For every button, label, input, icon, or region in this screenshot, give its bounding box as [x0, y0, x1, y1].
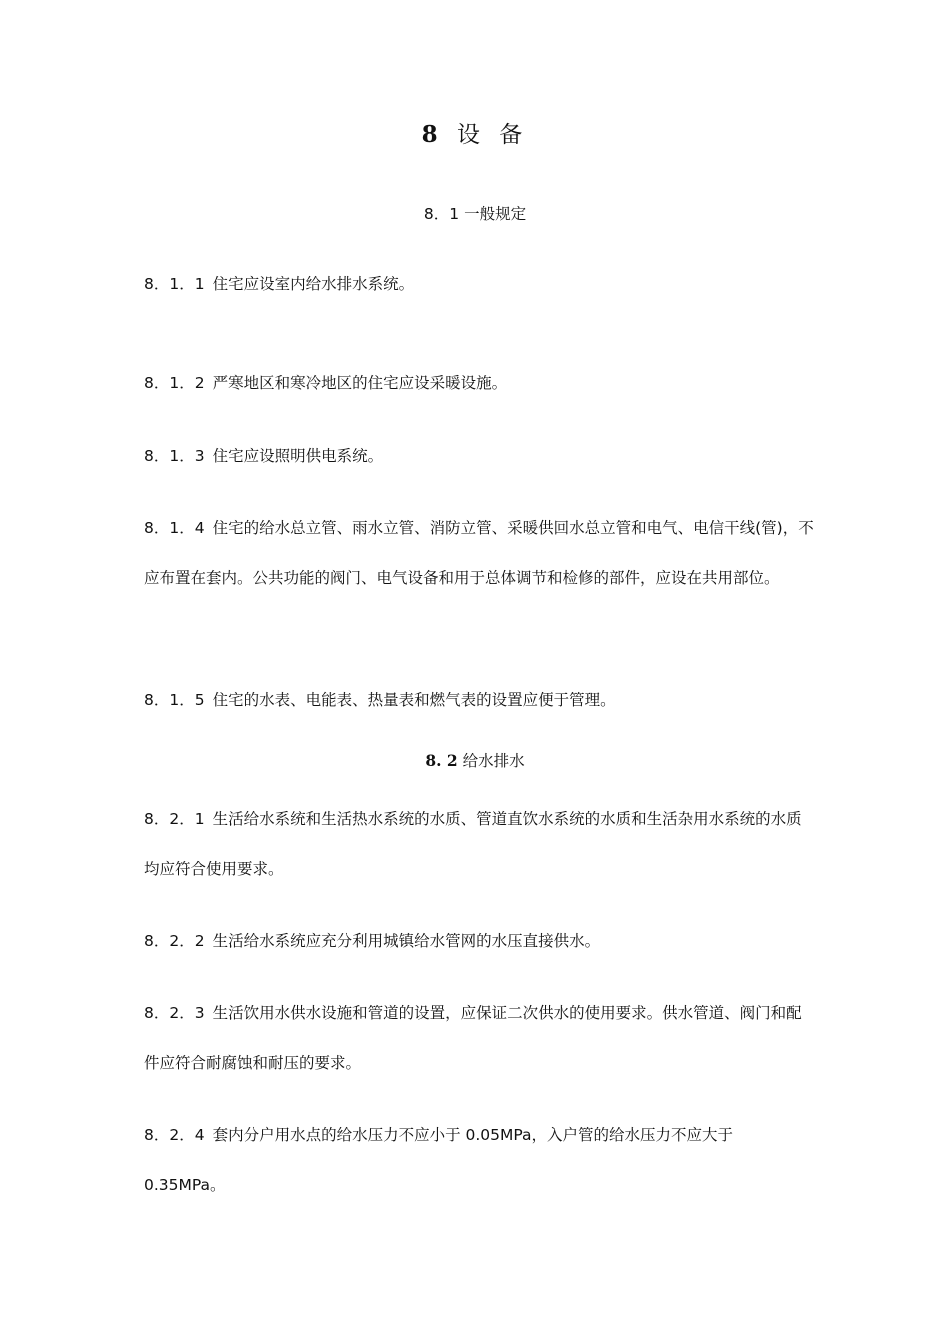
clause-text: 住宅的给水总立管、雨水立管、消防立管、采暖供回水总立管和电气、电信干线(管)，不应布置在套内。公共功能的阀门、电气设备和用于总体调节和检修的部件，应设在共用部位。 — [144, 519, 814, 587]
clause-text: 生活给水系统应充分利用城镇给水管网的水压直接供水。 — [212, 932, 601, 950]
clause-number: 8．1．4 — [144, 519, 205, 537]
section-heading-text: 给水排水 — [462, 752, 525, 770]
chapter-title-text: 设 备 — [457, 122, 529, 148]
section-heading-text: 一般规定 — [464, 205, 527, 223]
clause-text: 住宅应设室内给水排水系统。 — [212, 275, 415, 293]
clause-text: 生活饮用水供水设施和管道的设置，应保证二次供水的使用要求。供水管道、阀门和配件应符合耐腐蚀和耐压的要求。 — [144, 1004, 802, 1072]
chapter-title — [0, 116, 950, 149]
clause-text: 住宅的水表、电能表、热量表和燃气表的设置应便于管理。 — [212, 691, 616, 709]
clause-number: 8．1．2 — [144, 374, 205, 392]
clause — [144, 259, 814, 309]
chapter-number: 8 — [421, 121, 444, 148]
clause-text: 住宅应设照明供电系统。 — [212, 447, 384, 465]
clause — [144, 358, 814, 408]
clause-number: 8．1．3 — [144, 447, 205, 465]
clause — [144, 1110, 814, 1210]
clause — [144, 988, 814, 1088]
clause-number: 8．2．2 — [144, 932, 205, 950]
clause-number: 8．2．4 — [144, 1126, 205, 1144]
section-heading-number: 8. 2 — [425, 751, 458, 770]
section-heading — [0, 749, 950, 771]
clause-number: 8．1．5 — [144, 691, 205, 709]
clause — [144, 431, 814, 481]
section-heading — [0, 202, 950, 224]
clause — [144, 675, 814, 725]
clause-text: 套内分户用水点的给水压力不应小于 0.05MPa，入户管的给水压力不应大于 0.35MPa。 — [144, 1126, 734, 1194]
section-heading-number: 8．1 — [423, 205, 460, 223]
clause — [144, 794, 814, 894]
clause-number: 8．2．3 — [144, 1004, 205, 1022]
clause-number: 8．2．1 — [144, 810, 205, 828]
clause — [144, 916, 814, 966]
clause-text: 生活给水系统和生活热水系统的水质、管道直饮水系统的水质和生活杂用水系统的水质均应符合使用要求。 — [144, 810, 802, 878]
clause-text: 严寒地区和寒冷地区的住宅应设采暖设施。 — [212, 374, 508, 392]
clause-number: 8．1．1 — [144, 275, 205, 293]
clause — [144, 503, 814, 603]
